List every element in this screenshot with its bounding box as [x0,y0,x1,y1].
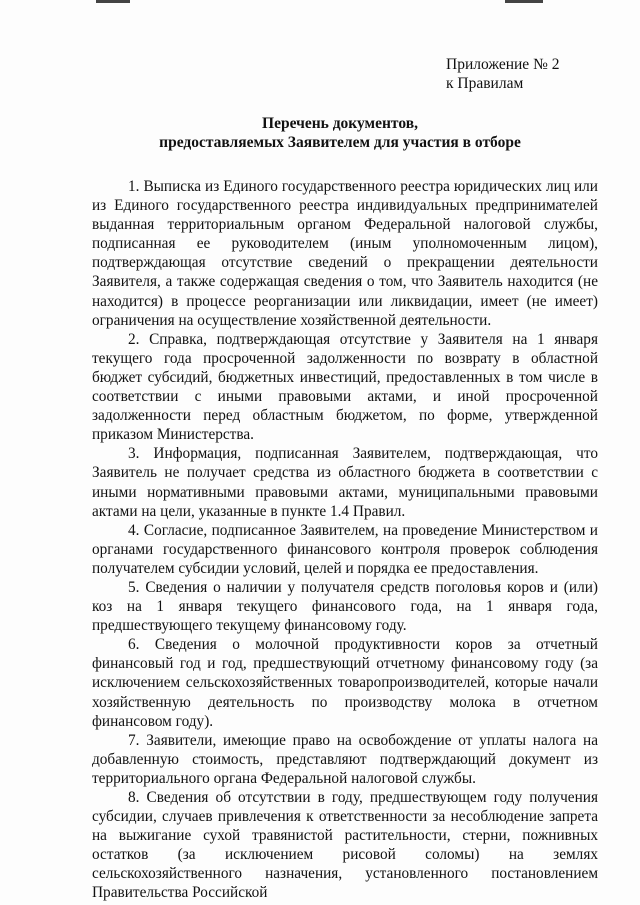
scan-edge-mark-right [505,0,543,3]
list-item-6: 6. Сведения о молочной продуктивности коров за отчетный финансовый год и год, предшествующий отчетному финансовому году (за исключением сельскохозяйственных товаропроизводителей, которые начали хозяйственную деятельность по производству молока в отчетном финансовом году). [92,636,598,730]
list-item-2: 2. Справка, подтверждающая отсутствие у Заявителя на 1 января текущего года просроченной задолженности по возврату в областной бюджет субсидий, бюджетных инвестиций, предоставленных в том числе в соответствии с иными правовыми актами, и иной просроченной задолженности перед областным бюджетом, по форме, утвержденной приказом Министерства. [92,330,598,444]
list-item-5: 5. Сведения о наличии у получателя средств поголовья коров и (или) коз на 1 января текущего финансового года, на 1 января года, предшествующего текущему финансовому году. [92,578,598,635]
appendix-reference: к Правилам [446,75,524,92]
list-item-4: 4. Согласие, подписанное Заявителем, на проведение Министерством и органами государственного финансового контроля проверок соблюдения получателем субсидии условий, целей и порядка ее предоставления. [92,521,598,577]
list-item-1: 1. Выписка из Единого государственного реестра юридических лиц или из Единого государственного реестра индивидуальных предпринимателей выданная территориальным органом Федеральной налоговой службы, подписанная ее руководителем (иным уполномоченным лицом), подтверждающая отсутствие сведений о прекращении деятельности Заявителя, а также содержащая сведения о том, что Заявитель находится (не находится) в процессе реорганизации или ликвидации, имеет (не имеет) ограничения на осуществление хозяйственной деятельности. [92,178,598,329]
title-line-2: предоставляемых Заявителем для участия в отборе [159,134,521,151]
title-line-1: Перечень документов, [262,115,418,132]
document-list [92,177,598,903]
appendix-header [446,55,559,93]
list-item-3: 3. Информация, подписанная Заявителем, подтверждающая, что Заявитель не получает средства из областного бюджета в соответствии с иными нормативными правовыми актами, муниципальными правовыми актами на цели, указанные в пункте 1.4 Правил. [92,445,598,520]
scan-edge-mark-left [96,0,130,3]
appendix-number: Приложение № 2 [446,56,560,73]
list-item-8: 8. Сведения об отсутствии в году, предшествующем году получения субсидии, случаев привлечения к ответственности за несоблюдение запрета на выжигание сухой травянистой растительности, стерни, пожнивных остатков (за исключением рисовой соломы) на землях сельскохозяйственного назначения, установленного постановлением Правительства Российской [92,789,598,902]
document-title [80,114,600,152]
list-item-7: 7. Заявители, имеющие право на освобождение от уплаты налога на добавленную стоимость, представляют подтверждающий документ из территориального органа Федеральной налоговой службы. [92,731,598,787]
